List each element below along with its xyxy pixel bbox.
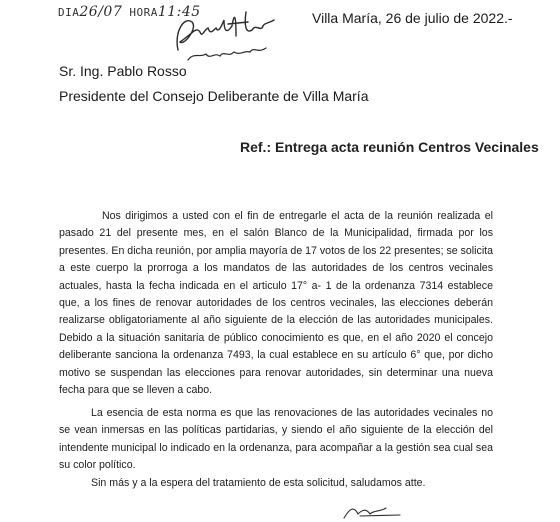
handwritten-signature-bottom xyxy=(340,500,410,522)
handwritten-signature-top xyxy=(170,2,280,72)
letter-date: Villa María, 26 de julio de 2022.- xyxy=(312,10,513,26)
stamp-dia-label: DIA xyxy=(58,6,80,19)
recipient-name: Sr. Ing. Pablo Rosso xyxy=(59,63,187,79)
recipient-title: Presidente del Consejo Deliberante de Villa María xyxy=(59,88,369,104)
body-paragraph-3: Sin más y a la espera del tratamiento de esta solicitud, saludamos atte. xyxy=(91,477,426,489)
body-paragraph-2: La esencia de esta norma es que las renovaciones de las autoridades vecinales no se vean inmersas en las políticas partidarias, y siendo el año siguiente de la elección del intendente municipal lo indicado en la ordenanza, para acompañar a la gestión sea cual sea su color político. xyxy=(59,407,493,472)
reference-line: Ref.: Entrega acta reunión Centros Vecinales xyxy=(240,139,539,155)
stamp-hora-label: HORA xyxy=(129,6,158,19)
stamp-hora-value: 11:45 xyxy=(157,4,201,20)
stamp-dia-value: 26/07 xyxy=(79,4,123,20)
body-paragraph-1: Nos dirigimos a usted con el fin de entregarle el acta de la reunión realizada el pasado 21 del presente mes, en el salón Blanco de la Municipalidad, firmada por los presentes. En dicha reunión, por amplia mayoría de 17 votos de los 22 presentes; se solicita a este cuerpo la prorroga a los mandatos de las autoridades de los centros vecinales actuales, hasta la fecha indicada en el articulo 17° a- 1 de la ordenanza 7314 establece que, a los fines de renovar autoridades de los centros vecinales, las elecciones deberán realizarse obligatoriamente al año siguiente de la elección de las autoridades municipales. Debido a la situación sanitaria de público conocimiento es que, en el año 2020 el concejo deliberante sanciona la ordenanza 7493, la cual establece en su artículo 6° que, por dicho motivo se suspendan las elecciones para renovar autoridades, sin determinar una nueva fecha para que se lleven a cabo. xyxy=(59,210,494,397)
